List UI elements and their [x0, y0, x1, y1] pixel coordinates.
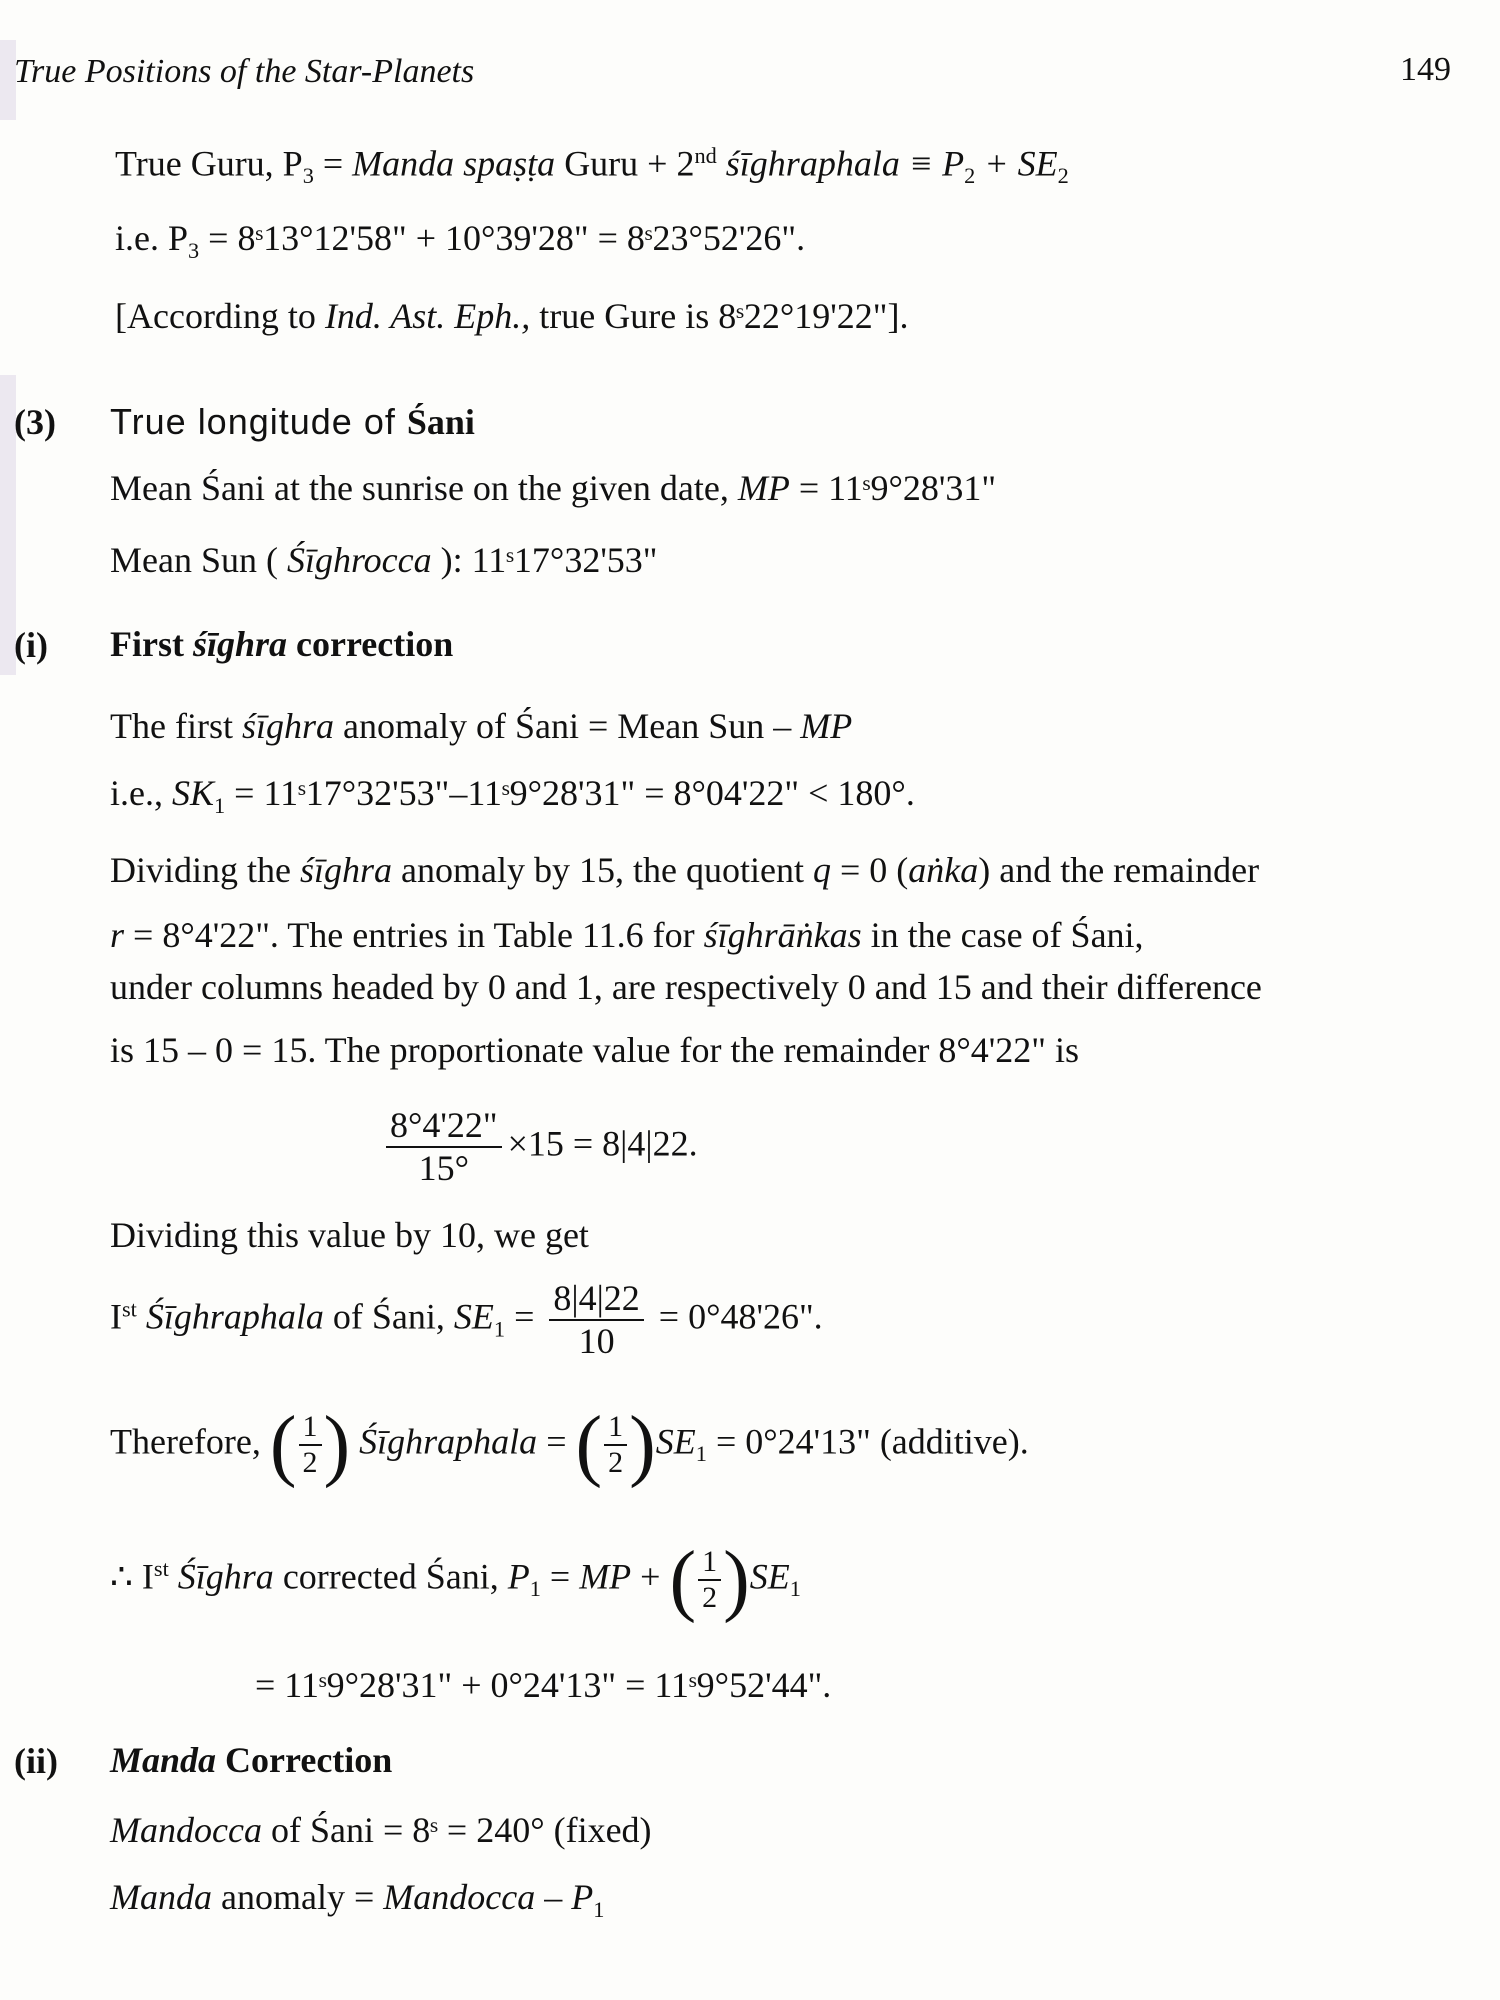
body-text: of Śani = 8ˢ = 240° (fixed)	[261, 1810, 652, 1850]
heading-text: Correction	[216, 1740, 393, 1780]
eq-text: = 11ˢ17°32'53"–11ˢ9°28'31" = 8°04'22" < 180°.	[225, 773, 915, 813]
body-text: The first	[110, 706, 242, 746]
body-text: śīghra	[299, 850, 393, 890]
body-text: ): 11ˢ17°32'53"	[431, 540, 658, 580]
eq-sub: 1	[695, 1441, 707, 1467]
anomaly-definition	[110, 706, 852, 747]
eq-sub: 1	[789, 1576, 801, 1602]
heading-text: Manda	[110, 1740, 217, 1780]
fraction	[386, 1105, 502, 1190]
note-text: Ind. Ast. Eph.,	[324, 296, 531, 336]
fraction-numerator: 1	[698, 1545, 721, 1582]
eq-text: Śīghra	[168, 1556, 274, 1597]
eq-sub: 1	[493, 1316, 506, 1342]
body-text: anomaly by 15, the quotient	[392, 850, 813, 890]
eq-sub: 1	[529, 1576, 541, 1602]
eq-text: P	[507, 1556, 530, 1597]
page-number: 149	[1400, 51, 1451, 88]
eq-text: =	[540, 1556, 580, 1597]
mandocca-line	[110, 1810, 652, 1851]
half-fraction: ( $\frac{1}{2}$ )	[575, 1401, 656, 1489]
eq-text: Guru + 2	[555, 143, 695, 184]
body-text: q	[812, 850, 831, 890]
eq-sup: st	[153, 1556, 169, 1581]
note-text: true Gure is 8ˢ22°19'22"].	[530, 296, 909, 336]
eq-sub: 1	[593, 1896, 605, 1922]
heading-text: correction	[287, 624, 454, 664]
paragraph-line-3: under columns headed by 0 and 1, are respectively 0 and 15 and their difference	[110, 967, 1262, 1007]
eq-text: =	[313, 143, 353, 184]
fraction-numerator: 8°4'22"	[386, 1105, 502, 1148]
body-text: r	[110, 915, 125, 955]
heading-text: True longitude of	[110, 401, 407, 442]
mean-sani-line	[110, 468, 996, 509]
heading-text: First	[110, 624, 193, 664]
eq-text: corrected Śani,	[273, 1556, 508, 1597]
divide-by-10-line: Dividing this value by 10, we get	[110, 1215, 589, 1255]
body-text: = 0 (	[830, 850, 909, 890]
section-3-heading	[110, 401, 475, 443]
fraction-numerator: 1	[604, 1410, 627, 1447]
subsection-i-marker: (i)	[14, 625, 48, 665]
sk1-equation	[110, 773, 915, 818]
fraction-numerator: 8|4|22	[549, 1278, 643, 1321]
paragraph-line-2	[110, 915, 1144, 956]
eq-text: ×15 = 8|4|22.	[507, 1123, 698, 1164]
body-text: = 11ˢ9°28'31"	[789, 468, 997, 508]
body-text: Mandocca	[110, 1810, 262, 1850]
section-3-marker: (3)	[14, 402, 56, 442]
subsection-ii-marker: (ii)	[14, 1741, 58, 1781]
half-sighraphala-equation	[110, 1401, 1029, 1489]
body-text: ) and the remainder	[978, 850, 1260, 890]
eq-text: Therefore,	[110, 1421, 270, 1462]
eq-sub: 2	[1057, 163, 1069, 189]
fraction-numerator: 1	[299, 1410, 322, 1447]
eq-text: SE	[453, 1296, 494, 1337]
eq-text: Śīghraphala	[136, 1296, 324, 1337]
body-text: anomaly =	[212, 1877, 384, 1917]
manda-anomaly-line	[110, 1877, 604, 1922]
eq-text: = 0°48'26".	[649, 1296, 823, 1337]
eq-text: + SE	[975, 143, 1058, 184]
p1-result: = 11ˢ9°28'31" + 0°24'13" = 11ˢ9°52'44".	[255, 1665, 832, 1705]
fraction-denominator: 2	[702, 1581, 718, 1614]
body-text: Dividing the	[110, 850, 300, 890]
subsection-ii-heading	[110, 1740, 392, 1781]
body-text: – P	[535, 1877, 594, 1917]
eq-text: SE	[655, 1421, 696, 1462]
eq-text: SK	[171, 773, 214, 813]
body-text: = 8°4'22". The entries in Table 11.6 for	[124, 915, 704, 955]
fraction-denominator: 2	[608, 1446, 624, 1479]
eq-text: Manda spaṣṭa	[352, 143, 556, 184]
body-text: MP	[800, 706, 853, 746]
eq-sub: 3	[188, 237, 200, 263]
fraction-denominator: 2	[302, 1446, 318, 1479]
body-text: Mean Sun (	[110, 540, 287, 580]
eq-text: ≡ P	[899, 143, 965, 184]
body-text: anomaly of Śani = Mean Sun –	[334, 706, 801, 746]
eq-text: i.e.,	[110, 773, 172, 813]
eq-text: of Śani,	[323, 1296, 454, 1337]
eq-text: Śīghraphala	[350, 1421, 538, 1462]
mean-sun-line	[110, 540, 658, 581]
proportion-fraction	[380, 1105, 698, 1190]
eq-sup: nd	[694, 143, 717, 168]
eq-text: = 8ˢ13°12'58" + 10°39'28" = 8ˢ23°52'26".	[199, 218, 806, 258]
heading-text: śīghra	[192, 624, 288, 664]
eq-sub: 2	[964, 163, 976, 189]
eq-text: ∴ I	[110, 1556, 154, 1597]
eq-text: śīghraphala	[716, 143, 900, 184]
body-text: Manda	[110, 1877, 212, 1917]
eq-text: i.e. P	[115, 218, 189, 258]
paragraph-line-4: is 15 – 0 = 15. The proportionate value for the remainder 8°4'22" is	[110, 1030, 1079, 1070]
running-title: True Positions of the Star-Planets	[14, 53, 475, 90]
body-text: śīghrāṅkas	[703, 915, 862, 955]
body-text: śīghra	[241, 706, 334, 746]
p3-value-equation	[115, 218, 805, 263]
eq-sup: st	[122, 1296, 137, 1322]
body-text: MP	[737, 468, 790, 508]
subsection-i-heading	[110, 624, 453, 665]
p1-equation	[110, 1536, 801, 1624]
note-text: [According to	[115, 296, 325, 336]
body-text: Śīghrocca	[286, 540, 432, 580]
eq-text: I	[110, 1296, 122, 1337]
eq-text: +	[631, 1556, 670, 1597]
fraction-denominator: 10	[578, 1321, 615, 1362]
fraction	[549, 1278, 643, 1363]
eq-text: =	[537, 1421, 576, 1462]
eq-text: True Guru, P	[115, 143, 303, 184]
eq-sub: 3	[302, 163, 314, 189]
half-fraction: ( $\frac{1}{2}$ )	[669, 1536, 750, 1624]
body-text: Mean Śani at the sunrise on the given date,	[110, 468, 738, 508]
eq-text: SE	[749, 1556, 790, 1597]
se1-equation	[110, 1278, 823, 1363]
eq-sub: 1	[214, 792, 226, 818]
body-text: aṅka	[908, 850, 979, 890]
fraction-denominator: 15°	[418, 1148, 469, 1189]
half-fraction: ( $\frac{1}{2}$ )	[269, 1401, 351, 1489]
true-guru-equation	[115, 143, 1069, 189]
heading-text: Śani	[406, 402, 475, 442]
eq-text: =	[505, 1296, 544, 1337]
eq-text: = 0°24'13" (additive).	[706, 1421, 1029, 1462]
body-text: in the case of Śani,	[861, 915, 1144, 955]
body-text: Mandocca	[383, 1877, 536, 1917]
eq-text: MP	[579, 1556, 632, 1597]
ephemeris-note	[115, 296, 908, 337]
paragraph-line-1	[110, 850, 1259, 891]
